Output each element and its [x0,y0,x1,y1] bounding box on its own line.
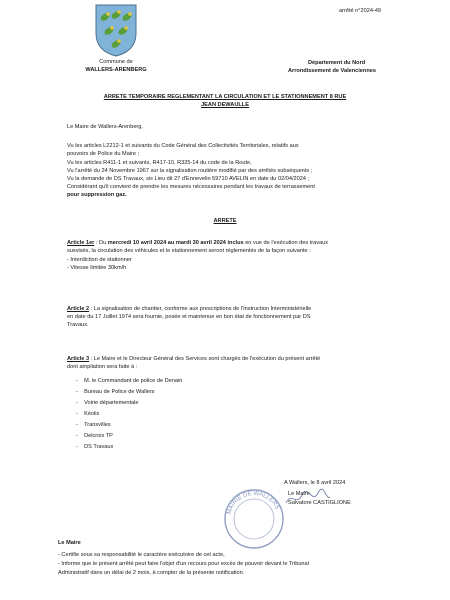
article-2-line1: Article 2 : La signalisation de chantier, conforme aux prescriptions de l'Instruction Interministérielle [67,306,312,312]
article-1-label: Article 1er [67,240,95,246]
considerant-line: Vu la demande de DS Travaux, sis Lieu dit 27 d'Ennevelin 59710 AVELIN en date du 02/04/2024 ; [67,176,310,182]
svg-text:MAIRIE DE WALLERS [226,491,279,515]
stamp-text: MAIRIE DE WALLERS [226,490,280,516]
recipient-list-item: - DS Travaux [76,444,114,450]
signature-place-date: A Wallers, le 8 avril 2024 [284,480,346,486]
article-3-label: Article 3 [67,356,90,362]
arrondissement: Arrondissement de Valenciennes [288,68,376,74]
footer-line: - Certifie sous sa responsabilité le caractère exécutoire de cet acte, [58,552,225,558]
signature-role: Le Maire [288,491,310,497]
coat-of-arms-logo [91,3,141,58]
article-1-item: - Interdiction de stationner [67,257,132,263]
article-3-line2: dont ampliation sera faite à : [67,364,138,370]
footer-line: Administratif dans un délai de 2 mois, à compter de la présente notification. [58,570,245,576]
article-2-label: Article 2 [67,306,90,312]
recipient-list-item: - Kéolis [76,411,100,417]
article-1-line1: Article 1er : Du mercredi 10 avril 2024 au mardi 30 avril 2024 inclus en vue de l'exécution des travaux [67,240,329,246]
article-1-dates: mercredi 10 avril 2024 au mardi 30 avril 2024 inclus [107,240,244,246]
recipient-list-item: - Voirie départementale [76,400,139,406]
arrete-heading: ARRETE [213,218,237,224]
arrete-number: arrêté n°2024-49 [339,8,382,14]
recipient-list-item: - Bureau de Police de Wallers [76,389,155,395]
footer-line: - Informe que le présent arrêté peut faire l'objet d'un recours pour excès de pouvoir devant le Tribunal [58,561,309,567]
considerant-line: pouvoirs de Police du Maire ; [67,151,140,157]
considerant-line: Vu les articles R411-1 et suivants, R417-10, R325-14 du code de la Route, [67,160,252,166]
recipient-list-item: - Delcroix TP [76,433,113,439]
document-title-line1: ARRETE TEMPORAIRE REGLEMENTANT LA CIRCULATION ET LE STATIONNEMENT 8 RUE [103,94,347,100]
article-1-item: - Vitesse limitée 30km/h [67,265,127,271]
mairie-stamp-seal [222,487,286,551]
mayor-intro: Le Maire de Wallers-Arenberg, [67,124,143,130]
recipient-list-item: - M. le Commandant de police de Denain [76,378,183,384]
considerant-line: Vu les articles L2212-1 et suivants du Code Général des Collectivités Territoriales, relatifs aux [67,143,299,149]
article-2-line3: Travaux. [67,322,89,328]
department: Département du Nord [308,60,366,66]
considerant-line: pour suppression gaz. [67,192,127,198]
commune-label: Commune de [99,59,133,65]
considerant-line: Considérant qu'il convient de prendre les mesures nécessaires pendant les travaux de terrassement [67,184,315,190]
recipient-list-item: - Transvilles [76,422,111,428]
article-3-line1: Article 3 : Le Maire et le Directeur Général des Services sont chargés de l'exécution du présent arrêté [67,356,321,362]
footer-label: Le Maire [58,540,81,546]
document-title-line2: JEAN DEWAULLE [201,102,249,108]
considerant-line: Vu l'arrêté du 24 Novembre 1967 sur la signalisation routière modifié par des arrêtés subséquents ; [67,168,313,174]
article-2-line2: en date du 17 Juillet 1974 sera fournie, posée et maintenue en bon état de fonctionnement par DS [67,314,311,320]
commune-name: WALLERS-ARENBERG [85,67,147,73]
article-1-line2: susvisés, la circulation des véhicules et le stationnement seront réglementés de la façon suivante : [67,248,311,254]
signature-name: Salvatore CASTIGLIONE [288,500,351,506]
